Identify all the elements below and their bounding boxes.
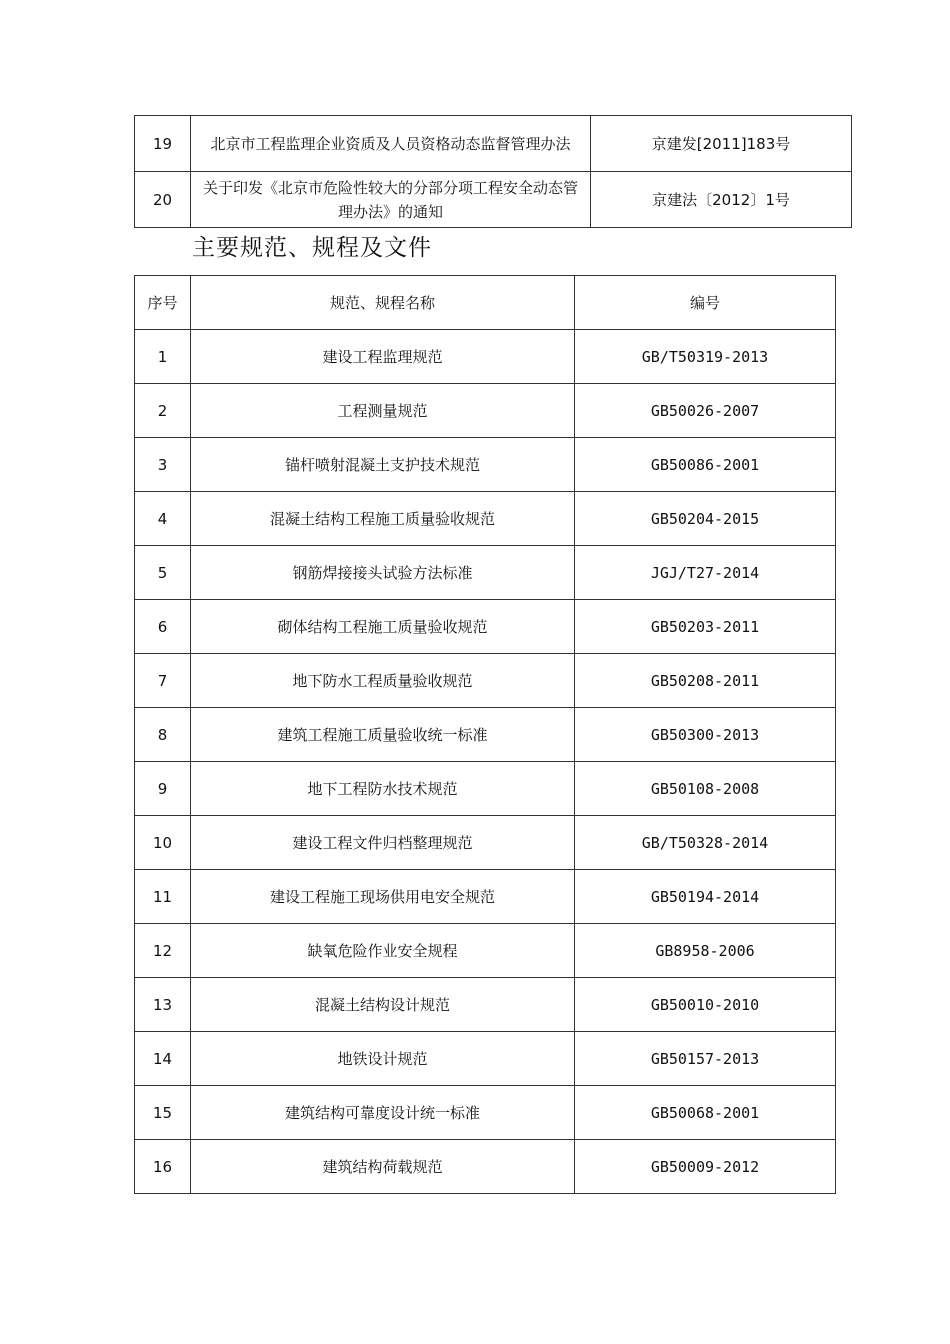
table-row [135, 600, 836, 654]
row-name: 钢筋焊接接头试验方法标准 [191, 546, 575, 600]
row-code: GB50010-2010 [575, 978, 836, 1032]
standards-table-body [135, 330, 836, 1194]
row-number: 15 [135, 1086, 191, 1140]
row-name: 砌体结构工程施工质量验收规范 [191, 600, 575, 654]
row-name: 混凝土结构工程施工质量验收规范 [191, 492, 575, 546]
row-name: 地下工程防水技术规范 [191, 762, 575, 816]
table-row [135, 654, 836, 708]
row-name: 北京市工程监理企业资质及人员资格动态监督管理办法 [191, 116, 591, 172]
table-row [135, 116, 852, 172]
row-name: 混凝土结构设计规范 [191, 978, 575, 1032]
table-row [135, 1086, 836, 1140]
row-number: 1 [135, 330, 191, 384]
row-code: GB50300-2013 [575, 708, 836, 762]
row-name: 建筑工程施工质量验收统一标准 [191, 708, 575, 762]
regulations-table-continued [134, 115, 852, 228]
row-name: 建筑结构可靠度设计统一标准 [191, 1086, 575, 1140]
table-row [135, 546, 836, 600]
header-no: 序号 [135, 276, 191, 330]
row-number: 9 [135, 762, 191, 816]
row-code: GB/T50328-2014 [575, 816, 836, 870]
table-row [135, 172, 852, 228]
header-name: 规范、规程名称 [191, 276, 575, 330]
row-number: 5 [135, 546, 191, 600]
table-row [135, 870, 836, 924]
row-code: GB8958-2006 [575, 924, 836, 978]
row-number: 3 [135, 438, 191, 492]
row-code: GB50157-2013 [575, 1032, 836, 1086]
row-name: 缺氧危险作业安全规程 [191, 924, 575, 978]
row-name: 建筑结构荷载规范 [191, 1140, 575, 1194]
row-code: GB50203-2011 [575, 600, 836, 654]
table-row [135, 816, 836, 870]
row-name: 地下防水工程质量验收规范 [191, 654, 575, 708]
section-title: 主要规范、规程及文件 [192, 235, 432, 261]
row-number: 20 [135, 172, 191, 228]
row-code: GB50108-2008 [575, 762, 836, 816]
table-row [135, 330, 836, 384]
table-row [135, 708, 836, 762]
row-name: 建设工程文件归档整理规范 [191, 816, 575, 870]
row-number: 4 [135, 492, 191, 546]
row-name: 建设工程监理规范 [191, 330, 575, 384]
table-row [135, 762, 836, 816]
row-code: GB50026-2007 [575, 384, 836, 438]
row-name: 建设工程施工现场供用电安全规范 [191, 870, 575, 924]
row-code: GB50208-2011 [575, 654, 836, 708]
row-code: GB50194-2014 [575, 870, 836, 924]
row-number: 7 [135, 654, 191, 708]
row-name: 地铁设计规范 [191, 1032, 575, 1086]
row-code: GB50009-2012 [575, 1140, 836, 1194]
table-row [135, 924, 836, 978]
row-name: 关于印发《北京市危险性较大的分部分项工程安全动态管理办法》的通知 [191, 172, 591, 228]
row-number: 14 [135, 1032, 191, 1086]
row-number: 8 [135, 708, 191, 762]
row-code: GB/T50319-2013 [575, 330, 836, 384]
row-number: 13 [135, 978, 191, 1032]
row-name: 工程测量规范 [191, 384, 575, 438]
row-code: 京建发[2011]183号 [591, 116, 852, 172]
row-number: 12 [135, 924, 191, 978]
row-code: GB50086-2001 [575, 438, 836, 492]
standards-table [134, 275, 836, 1194]
header-code: 编号 [575, 276, 836, 330]
table-row [135, 1140, 836, 1194]
row-number: 11 [135, 870, 191, 924]
table-row [135, 1032, 836, 1086]
row-name: 锚杆喷射混凝土支护技术规范 [191, 438, 575, 492]
row-number: 10 [135, 816, 191, 870]
table-row [135, 438, 836, 492]
table-row [135, 978, 836, 1032]
row-code: GB50204-2015 [575, 492, 836, 546]
regulations-table-body [135, 116, 852, 228]
row-number: 6 [135, 600, 191, 654]
row-code: 京建法〔2012〕1号 [591, 172, 852, 228]
table-row [135, 384, 836, 438]
row-code: GB50068-2001 [575, 1086, 836, 1140]
table-header-row [135, 276, 836, 330]
table-row [135, 492, 836, 546]
row-code: JGJ/T27-2014 [575, 546, 836, 600]
row-number: 16 [135, 1140, 191, 1194]
row-number: 19 [135, 116, 191, 172]
row-number: 2 [135, 384, 191, 438]
